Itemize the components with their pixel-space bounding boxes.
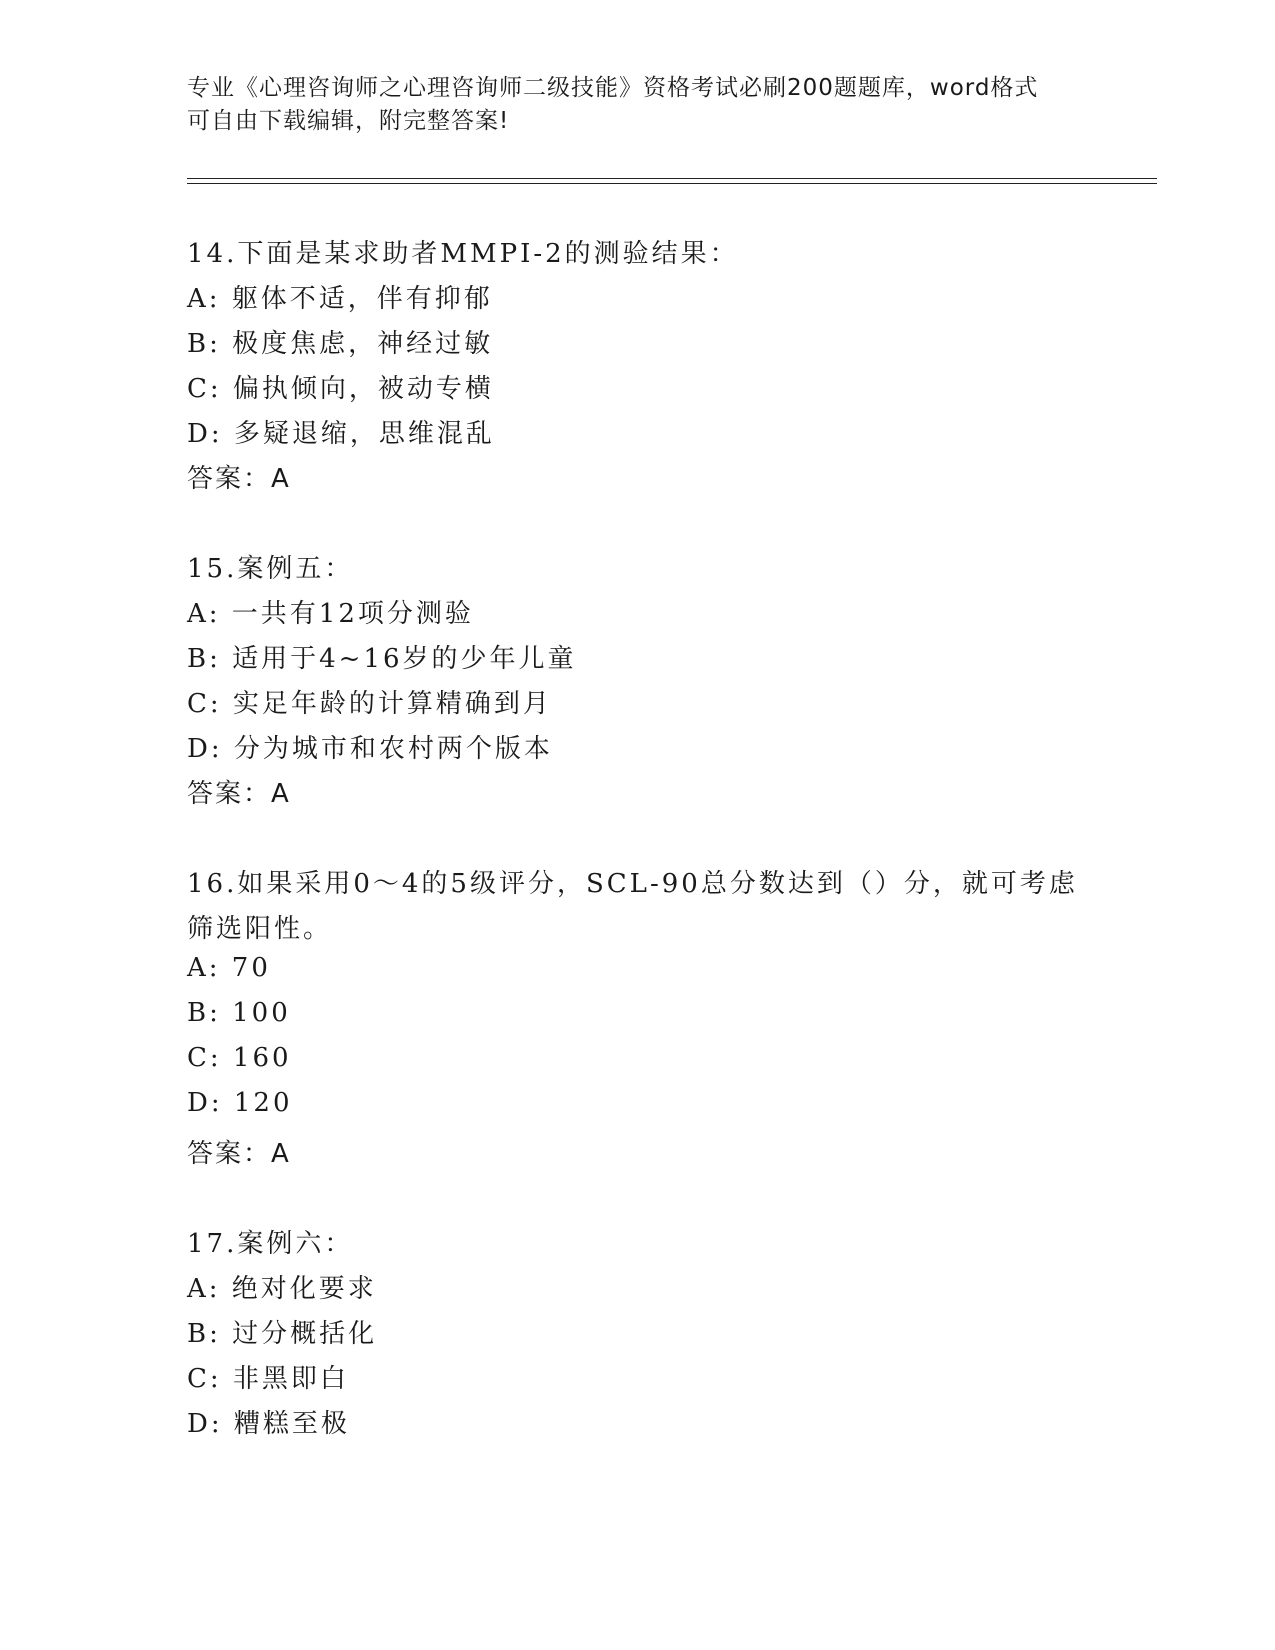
question-14-answer: 答案：A	[187, 464, 291, 494]
question-17-option-b: B: 过分概括化	[187, 1319, 378, 1349]
header-line-1: 专业《心理咨询师之心理咨询师二级技能》资格考试必刷200题题库，word格式	[187, 75, 1039, 101]
question-14-stem: 14.下面是某求助者MMPI-2的测验结果：	[187, 239, 739, 269]
question-15-option-c: C: 实足年龄的计算精确到月	[187, 689, 552, 719]
question-14-option-d: D: 多疑退缩，思维混乱	[187, 419, 495, 449]
question-15-option-a: A: 一共有12项分测验	[187, 599, 474, 629]
question-17-stem: 17.案例六：	[187, 1229, 354, 1259]
question-17-option-c: C: 非黑即白	[187, 1364, 349, 1394]
question-14-option-c: C: 偏执倾向，被动专横	[187, 374, 494, 404]
question-16-answer: 答案：A	[187, 1139, 291, 1169]
question-15-stem: 15.案例五：	[187, 554, 354, 584]
question-14-option-a: A: 躯体不适，伴有抑郁	[187, 284, 493, 314]
document-header	[187, 72, 1087, 138]
question-14-option-b: B: 极度焦虑，神经过敏	[187, 329, 494, 359]
question-17-option-a: A: 绝对化要求	[187, 1274, 377, 1304]
question-17-option-d: D: 糟糕至极	[187, 1409, 350, 1439]
question-15-option-d: D: 分为城市和农村两个版本	[187, 734, 553, 764]
question-15-option-b: B: 适用于4~16岁的少年儿童	[187, 644, 577, 674]
question-16-option-a: A: 70	[187, 953, 271, 983]
header-line-2: 可自由下载编辑，附完整答案!	[187, 108, 510, 134]
question-16-option-b: B: 100	[187, 998, 291, 1028]
question-16-stem-line-2: 筛选阳性。	[187, 914, 333, 944]
question-15-answer: 答案：A	[187, 779, 291, 809]
header-divider-top	[187, 178, 1157, 179]
question-16-option-d: D: 120	[187, 1088, 293, 1118]
question-16-option-c: C: 160	[187, 1043, 292, 1073]
header-divider-bottom	[187, 183, 1157, 184]
question-16-stem-line-1: 16.如果采用0～4的5级评分，SCL-90总分数达到（）分，就可考虑	[187, 869, 1078, 899]
